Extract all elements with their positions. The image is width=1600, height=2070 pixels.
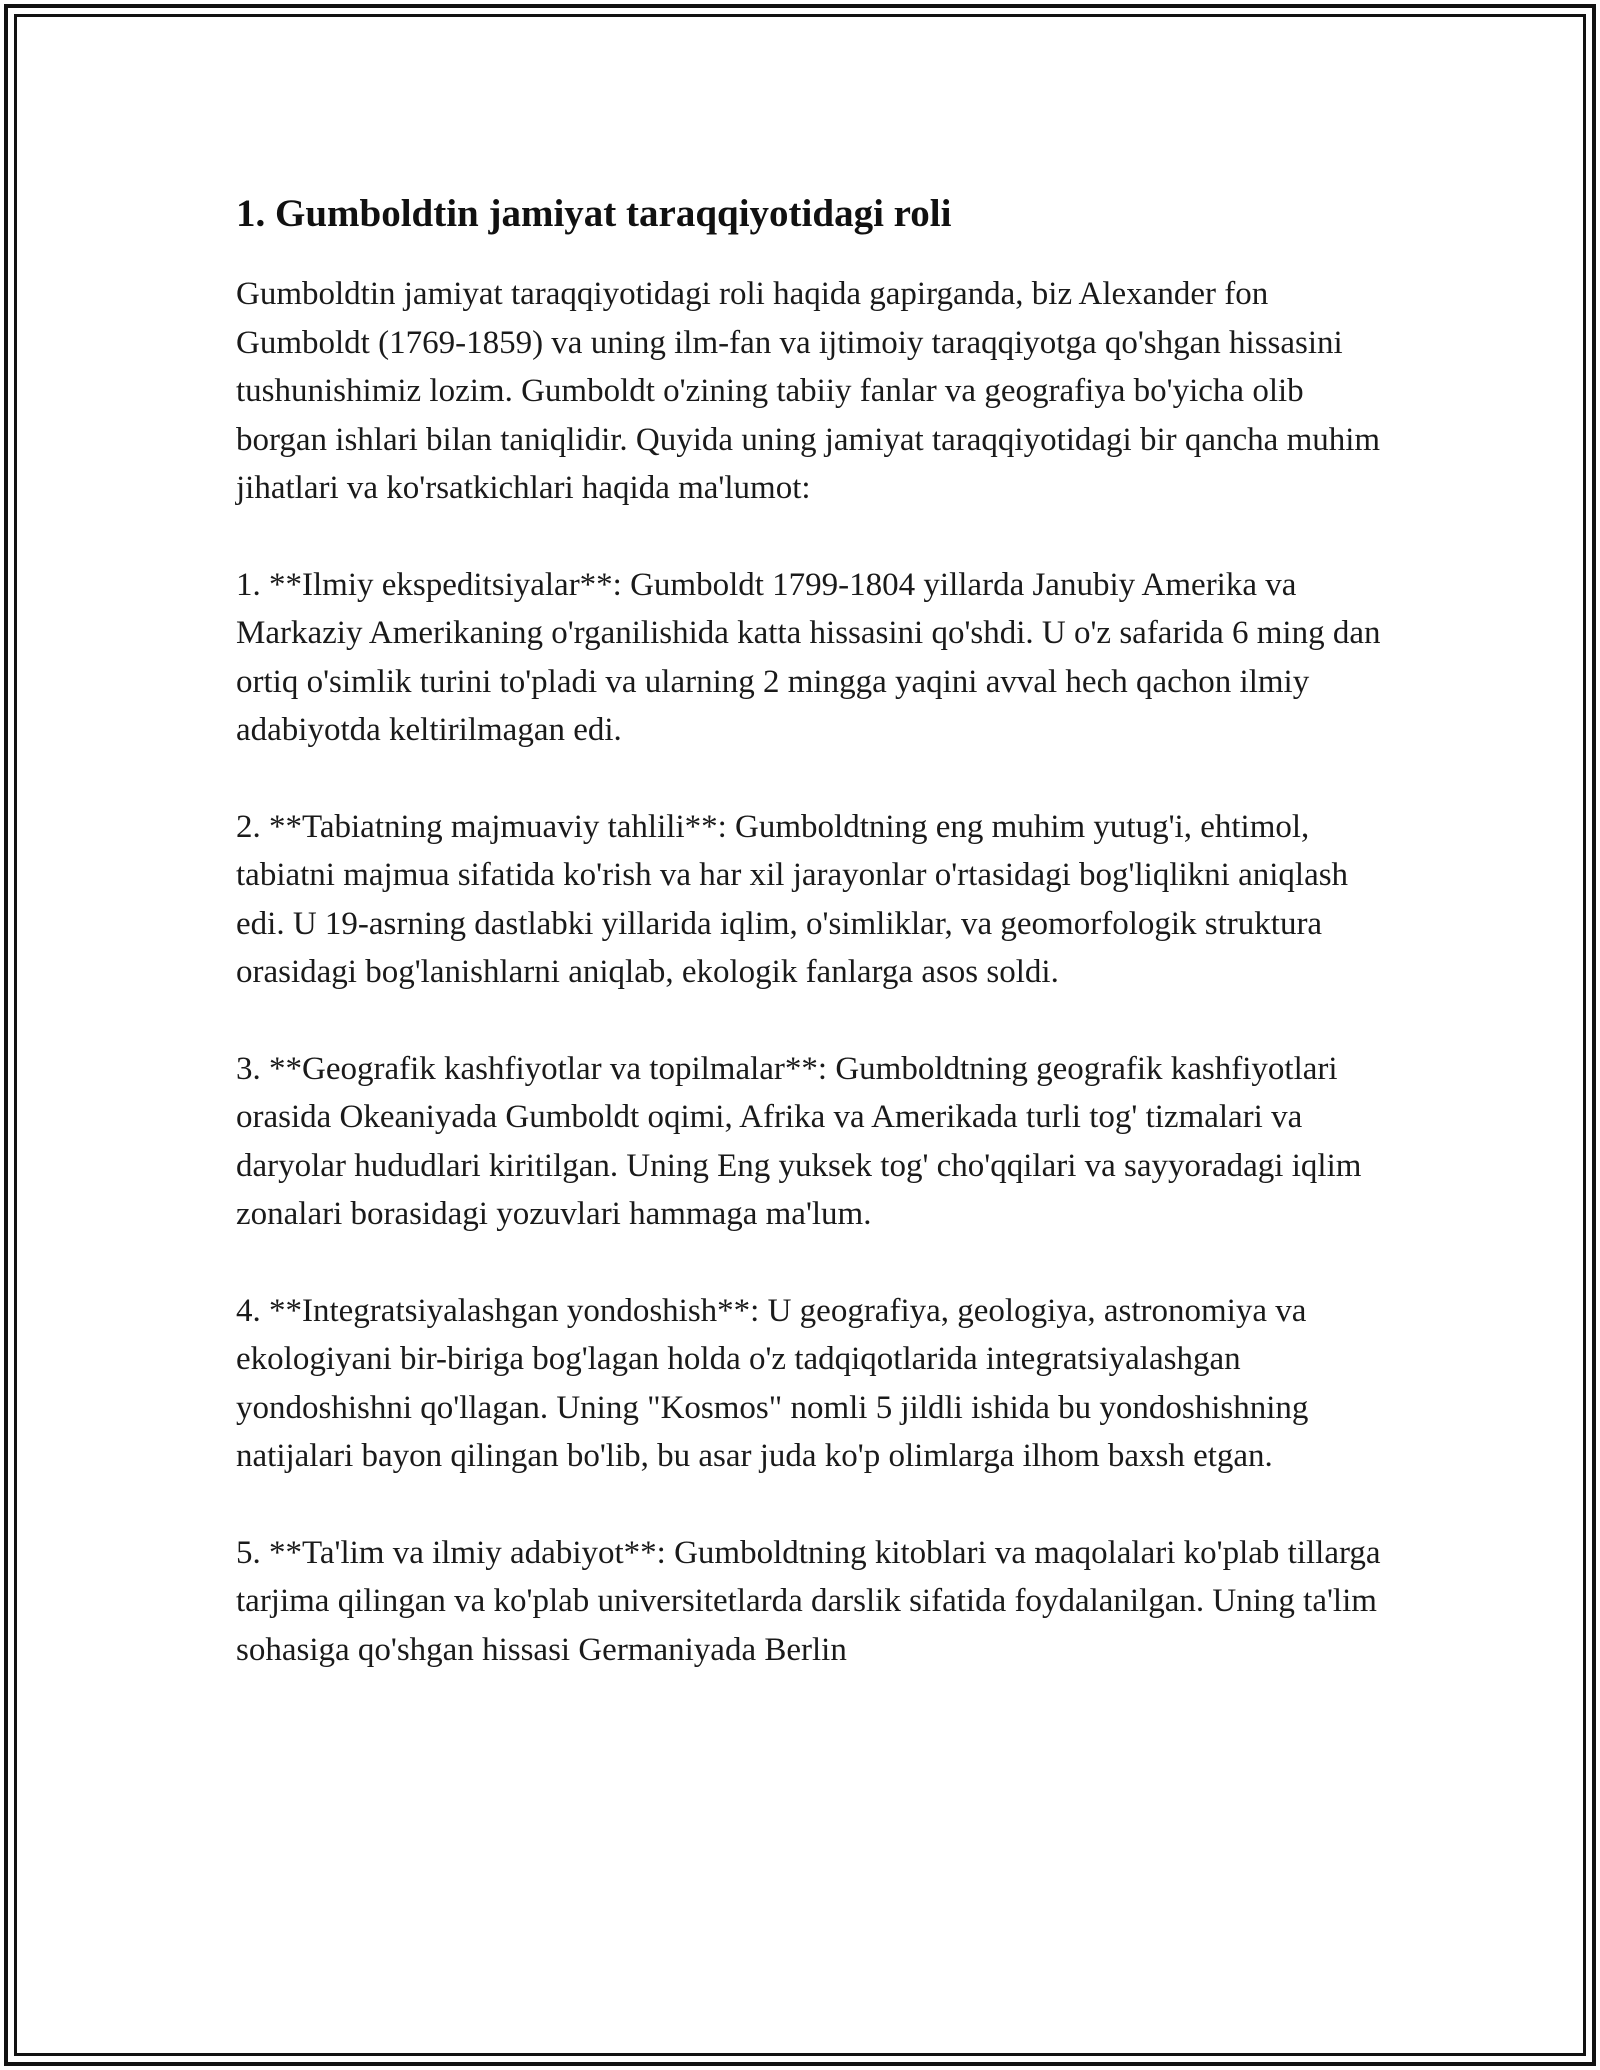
intro-paragraph: Gumboldtin jamiyat taraqqiyotidagi roli haqida gapirganda, biz Alexander fon Gumboldt (1769-1859) va uning ilm-fan va ijtimoiy taraqqiyotga qo'shgan hissasini tushunishimiz lozim. Gumboldt o'zining tabiiy fanlar va geografiya bo'yicha olib borgan ishlari bilan taniqlidir. Quyida uning jamiyat taraqqiyotidagi bir qancha muhim jihatlari va ko'rsatkichlari haqida ma'lumot: — [236, 276, 1381, 506]
list-item-5: 5. **Ta'lim va ilmiy adabiyot**: Gumboldtning kitoblari va maqolalari ko'plab tillarga tarjima qilingan va ko'plab universitetlarda darslik sifatida foydalanilgan. Uning ta'lim sohasiga qo'shgan hissasi Germaniyada Berlin — [236, 1534, 1381, 1668]
list-item-1: 1. **Ilmiy ekspeditsiyalar**: Gumboldt 1799-1804 yillarda Janubiy Amerika va Markaziy Amerikaning o'rganilishida katta hissasini qo'shdi. U o'z safarida 6 ming dan ortiq o'simlik turini to'pladi va ularning 2 mingga yaqini avval hech qachon ilmiy adabiyotda keltirilmagan edi. — [236, 566, 1381, 748]
document-body — [236, 186, 1386, 1722]
list-item-3: 3. **Geografik kashfiyotlar va topilmalar**: Gumboldtning geografik kashfiyotlari orasida Okeaniyada Gumboldt oqimi, Afrika va Amerikada turli tog' tizmalari va daryolar hududlari kiritilgan. Uning Eng yuksek tog' cho'qqilari va sayyoradagi iqlim zonalari borasidagi yozuvlari hammaga ma'lum. — [236, 1050, 1362, 1232]
document-title: 1. Gumboldtin jamiyat taraqqiyotidagi roli — [236, 192, 952, 235]
list-item-2: 2. **Tabiatning majmuaviy tahlili**: Gumboldtning eng muhim yutug'i, ehtimol, tabiatni majmua sifatida ko'rish va har xil jarayonlar o'rtasidagi bog'liqlikni aniqlash edi. U 19-asrning dastlabki yillarida iqlim, o'simliklar, va geomorfologik struktura orasidagi bog'lanishlarni aniqlab, ekologik fanlarga asos soldi. — [236, 808, 1349, 990]
list-item-4: 4. **Integratsiyalashgan yondoshish**: U geografiya, geologiya, astronomiya va ekologiyani bir-biriga bog'lagan holda o'z tadqiqotlarida integratsiyalashgan yondoshishni qo'llagan. Uning "Kosmos" nomli 5 jildli ishida bu yondoshishning natijalari bayon qilingan bo'lib, bu asar juda ko'p olimlarga ilhom baxsh etgan. — [236, 1292, 1309, 1474]
